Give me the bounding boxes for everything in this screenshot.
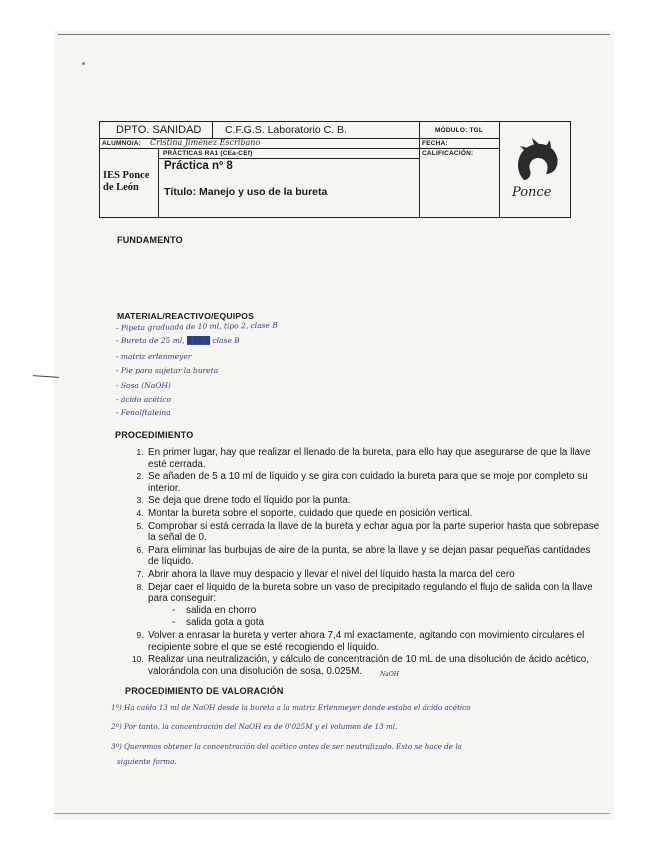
practice-title: Título: Manejo y uso de la bureta [164,186,328,198]
top-edge-line [58,34,610,35]
header-cell-department [100,122,213,139]
valoracion-line: 1º) Ha caído 13 ml de NaOH desde la bureta a la matriz Erlenmeyer donde estaba el ácido acético [111,703,471,712]
section-valoracion: PROCEDIMIENTO DE VALORACIÓN [125,686,284,696]
naoh-annotation: NaOH [380,671,399,678]
valoracion-line: 2º) Por tanto, la concentración del NaOH es de 0'025M y el volumen de 13 ml. [111,722,398,731]
section-fundamento: FUNDAMENTO [117,235,183,245]
procedure-list [110,447,604,678]
section-procedimiento: PROCEDIMIENTO [115,430,194,440]
header-cell-course [213,122,420,139]
logo-text: Ponce [512,185,552,200]
header-table [99,121,571,218]
header-cell-grade [420,149,500,217]
punch-mark [82,62,85,65]
header-cell-module [420,122,500,139]
procedure-step: 2. Se añaden de 5 a 10 ml de líquido y se gira con cuidado la bureta para que se moje por completo su interior. [146,471,604,494]
header-cell-logo [500,122,570,217]
course-label: C.F.G.S. Laboratorio C. B. [225,124,347,136]
material-item: - Pie para sujetar la bureta [116,366,219,375]
header-cell-student [100,139,420,149]
procedure-step: 3. Se deja que drene todo el líquido por la punta. [146,495,604,507]
student-name: Cristina Jiménez Escribano [150,138,261,147]
bottom-edge-line [54,813,610,814]
material-item: - Bureta de 25 ml, ████ clase B [116,336,240,345]
procedure-step: 4. Montar la bureta sobre el soporte, cuidado que quede en posición vertical. [146,508,604,520]
procedure-step: 6. Para eliminar las burbujas de aire de la punta, se abre la llave y se dejan pasar pequeñas cantidades de líquido. [146,545,604,568]
practice-number: Práctica nº 8 [164,160,233,172]
procedure-step: 8. Dejar caer el líquido de la bureta sobre un vaso de precipitado regulando el flujo de salida con la llave para conseguir: - salida en chorro - salida gota a gota [146,582,604,629]
material-item: - Fenolftaleína [116,408,171,417]
header-cell-date [420,139,500,149]
date-label: FECHA: [422,140,448,147]
header-cell-school [100,149,159,217]
header-cell-practice [159,149,420,217]
module-label: MÓDULO: TGL [435,127,484,134]
section-material: MATERIAL/REACTIVO/EQUIPOS [117,311,255,321]
material-item: - ácido acético [116,395,171,404]
school-name: IES Ponce de León [103,170,150,193]
material-item: - matriz erlenmeyer [116,352,192,361]
material-item: - Sosa (NaOH) [116,381,171,390]
procedure-sublist [148,605,604,629]
procedure-step: 9. Volver a enrasar la bureta y verter ahora 7,4 ml exactamente, agitando con movimiento circulares el recipiente sobre el que se esté recogiendo el líquido. [146,630,604,653]
procedure-step: 1. En primer lugar, hay que realizar el llenado de la bureta, para ello hay que asegurarse de que la llave esté cerrada. [146,447,604,470]
practices-label: PRÁCTICAS RA1 (CEa-CEf) [163,150,253,157]
department-label: DPTO. SANIDAD [116,124,202,136]
procedure-step: 5. Comprobar si está cerrada la llave de la bureta y echar agua por la parte superior hasta que sobrepase la señal de 0. [146,521,604,544]
procedure-step: 10. Realizar una neutralización, y cálculo de concentración de 10 mL de una disolución de ácido acético, valorándola con una disolución de sosa, 0.025M. [146,654,604,677]
grade-label: CALIFICACIÓN: [422,150,474,157]
valoracion-line: siguiente forma. [117,757,177,766]
procedure-step: 7. Abrir ahora la llave muy despacio y llevar el nivel del líquido hasta la marca del cero [146,569,604,581]
procedure-subitem: - salida en chorro [170,605,604,617]
procedure-subitem: - salida gota a gota [170,617,604,629]
valoracion-line: 3º) Queremos obtener la concentración del acético antes de ser neutralizado. Esto se hace de la [111,742,462,751]
student-label: ALUMNO/A: [102,140,141,147]
material-item: - Pipeta graduada de 10 ml, tipo 2, clase B [115,320,278,333]
